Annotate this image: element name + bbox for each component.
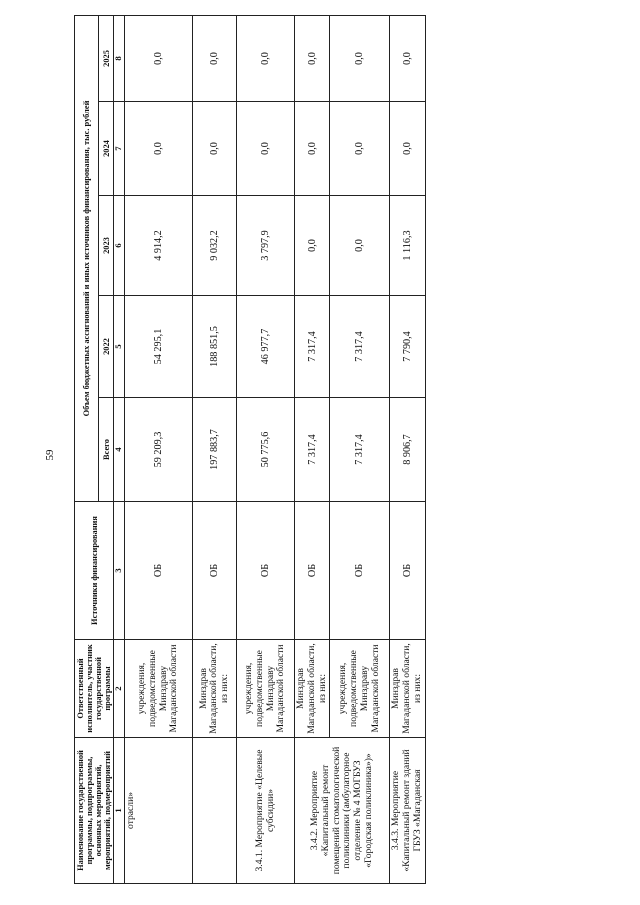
header-year-2023: 2023 bbox=[99, 196, 114, 296]
row-value-2024: 0,0 bbox=[125, 102, 193, 196]
header-volume: Объем бюджетных ассигнований и иных источников финансирования, тыс. рублей bbox=[75, 15, 99, 501]
col-number: 2 bbox=[114, 640, 125, 738]
row-value-total: 7 317,4 bbox=[295, 398, 330, 502]
row-name: 3.4.3. Мероприятие «Капитальный ремонт зданий ГБУЗ «Магаданская bbox=[390, 738, 425, 884]
column-number-row bbox=[114, 15, 125, 883]
header-year-2025: 2025 bbox=[99, 15, 114, 101]
row-value-2024: 0,0 bbox=[390, 102, 425, 196]
col-number: 8 bbox=[114, 15, 125, 101]
row-name: отрасли» bbox=[125, 738, 193, 884]
col-number: 6 bbox=[114, 196, 125, 296]
row-value-2024: 0,0 bbox=[237, 102, 295, 196]
table-row bbox=[193, 15, 237, 883]
row-value-2025: 0,0 bbox=[193, 15, 237, 101]
row-value-total: 8 906,7 bbox=[390, 398, 425, 502]
row-executor: учреждения, подведомственные Минздраву Магаданской области bbox=[125, 640, 193, 738]
row-executor: Минздрав Магаданской области, из них: bbox=[193, 640, 237, 738]
col-number: 4 bbox=[114, 398, 125, 502]
row-source: ОБ bbox=[193, 502, 237, 640]
col-number: 3 bbox=[114, 502, 125, 640]
row-value-2023: 9 032,2 bbox=[193, 196, 237, 296]
row-source: ОБ bbox=[237, 502, 295, 640]
row-value-2023: 1 116,3 bbox=[390, 196, 425, 296]
row-value-2025: 0,0 bbox=[125, 15, 193, 101]
row-value-2025: 0,0 bbox=[237, 15, 295, 101]
row-source: ОБ bbox=[125, 502, 193, 640]
row-value-total: 197 883,7 bbox=[193, 398, 237, 502]
col-number: 5 bbox=[114, 296, 125, 398]
header-year-2022: 2022 bbox=[99, 296, 114, 398]
row-value-total: 50 775,6 bbox=[237, 398, 295, 502]
row-value-2022: 7 790,4 bbox=[390, 296, 425, 398]
header-name: Наименование государственной программы, подпрограммы, основных мероприятий, мероприятий, подмероприятий bbox=[75, 738, 114, 884]
table-row bbox=[390, 15, 425, 883]
row-value-2025: 0,0 bbox=[330, 15, 390, 101]
row-value-2022: 46 977,7 bbox=[237, 296, 295, 398]
row-value-2024: 0,0 bbox=[330, 102, 390, 196]
row-value-total: 59 209,3 bbox=[125, 398, 193, 502]
row-executor: Минздрав Магаданской области, из них: bbox=[390, 640, 425, 738]
table-row bbox=[237, 15, 295, 883]
row-value-2022: 188 851,5 bbox=[193, 296, 237, 398]
row-executor: Минздрав Магаданской области, из них: bbox=[295, 640, 330, 738]
row-value-2022: 7 317,4 bbox=[330, 296, 390, 398]
table-row bbox=[295, 15, 330, 883]
row-value-2023: 4 914,2 bbox=[125, 196, 193, 296]
financing-table bbox=[74, 15, 426, 884]
row-source: ОБ bbox=[390, 502, 425, 640]
row-source: ОБ bbox=[295, 502, 330, 640]
row-name: 3.4.2. Мероприятие «Капитальный ремонт помещений стоматологической поликлиники (амбулаторное отделение № 4 МОГБУЗ «Городская поликлиника»)» bbox=[295, 738, 390, 884]
row-name: 3.4.1. Мероприятие «Целевые субсидии» bbox=[237, 738, 295, 884]
table-row bbox=[125, 15, 193, 883]
row-executor: учреждения, подведомственные Минздраву Магаданской области bbox=[330, 640, 390, 738]
row-value-2022: 54 295,1 bbox=[125, 296, 193, 398]
row-value-2024: 0,0 bbox=[295, 102, 330, 196]
rotated-table-wrapper bbox=[74, 16, 423, 884]
row-value-2025: 0,0 bbox=[390, 15, 425, 101]
col-number: 1 bbox=[114, 738, 125, 884]
col-number: 7 bbox=[114, 102, 125, 196]
row-value-2023: 0,0 bbox=[295, 196, 330, 296]
row-value-2023: 3 797,9 bbox=[237, 196, 295, 296]
header-year-total: Всего bbox=[99, 398, 114, 502]
header-executor: Ответственный исполнитель, участник государственной программы bbox=[75, 640, 114, 738]
row-value-2025: 0,0 bbox=[295, 15, 330, 101]
row-value-2024: 0,0 bbox=[193, 102, 237, 196]
page-number: 59 bbox=[44, 449, 56, 461]
row-name bbox=[193, 738, 237, 884]
row-value-total: 7 317,4 bbox=[330, 398, 390, 502]
header-year-2024: 2024 bbox=[99, 102, 114, 196]
header-source: Источники финансирования bbox=[75, 502, 114, 640]
row-value-2022: 7 317,4 bbox=[295, 296, 330, 398]
row-executor: учреждения, подведомственные Минздраву Магаданской области bbox=[237, 640, 295, 738]
row-value-2023: 0,0 bbox=[330, 196, 390, 296]
row-source: ОБ bbox=[330, 502, 390, 640]
